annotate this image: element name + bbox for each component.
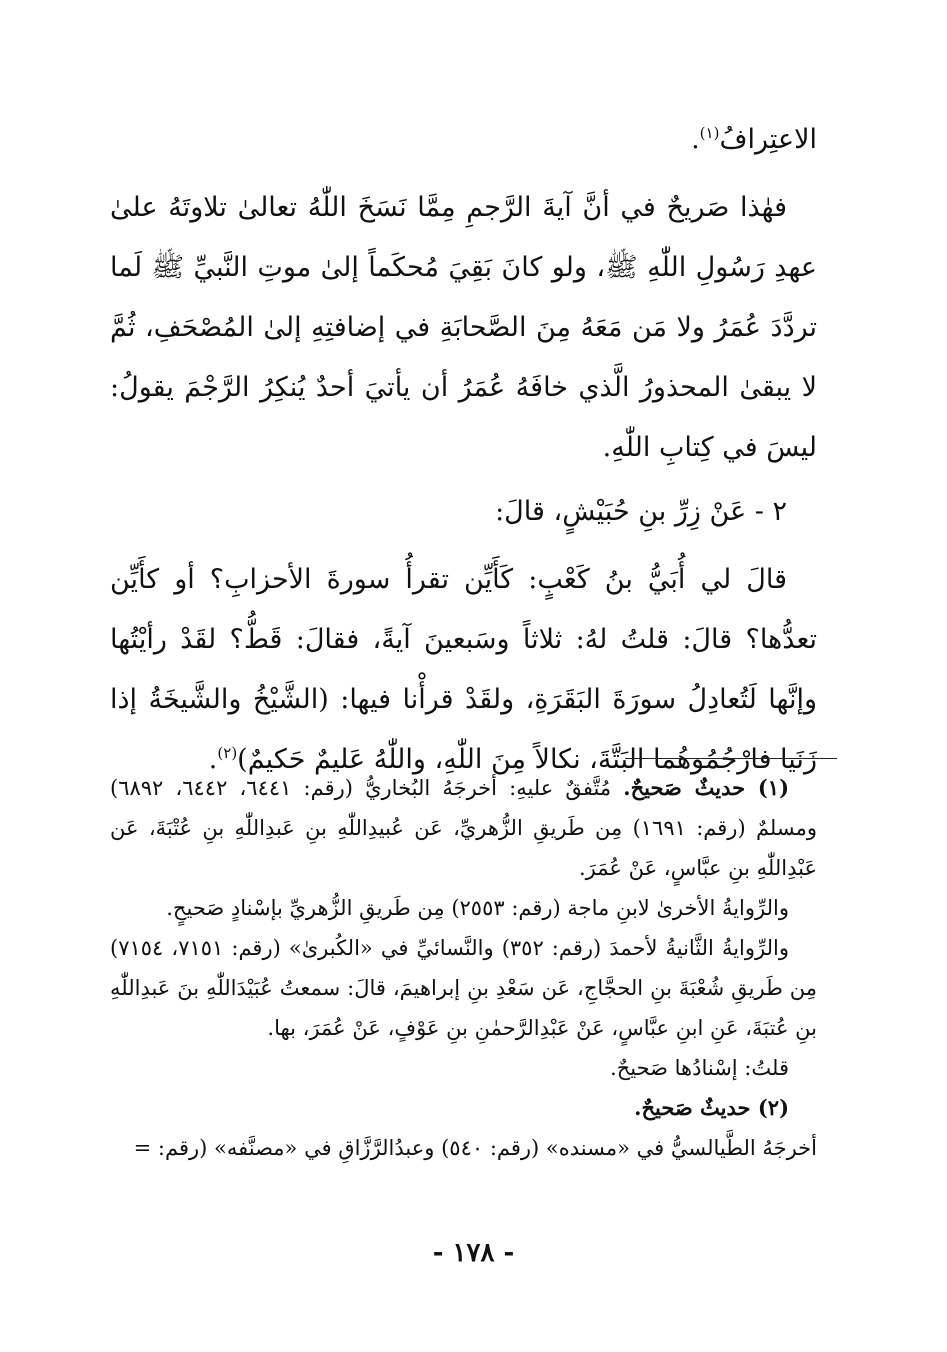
paragraph-2-text: قالَ لي أُبَيُّ بنُ كَعْبٍ: كَأَيِّن تقرأُ سورةَ الأحزابِ؟ أو كأَيِّن تعدُّها؟ قالَ: قلتُ لهُ: ثلاثاً وسَبعينَ آيةً، فقالَ: قَطُّ؟ لقَدْ رأيْتُها وإنَّها لَتُعادِلُ سورَةَ البَقَرَةِ، ولقَدْ قرأْنا فيها: (الشَّيْخُ والشَّيخَةُ إذا زَنَيا فارْجُمُوهُما البَتَّةَ، نكالاً مِنَ اللّٰهِ، واللّٰهُ عَليمٌ حَكيمٌ)	[110, 564, 817, 775]
paragraph-2	[110, 550, 817, 790]
footnote-ref-2[interactable]: (٢)	[217, 744, 238, 762]
footnote-2-text: أخرجَهُ الطَّيالسيُّ في «مسنده» (رقم: ٥٤٠) وعبدُالرَّزَّاقِ في «مصنَّفه» (رقم: =	[133, 1136, 817, 1160]
footnote-2-label: (٢) حديثٌ صَحيحٌ.	[634, 1095, 789, 1120]
paragraph-2-period: .	[208, 744, 218, 775]
footnote-1-text: مُتَّفقٌ عليهِ: أخرجَهُ البُخاريُّ (رقم: ٦٤٤١، ٦٤٤٢، ٦٨٩٢) ومسلمٌ (رقم: ١٦٩١) مِن طَريقِ الزُّهريِّ، عَن عُبيدِاللّٰهِ بنِ عَبدِاللّٰهِ بنِ عُتْبَةَ، عَن عَبْدِاللّٰهِ بنِ عبَّاسٍ، عَنْ عُمَرَ.	[110, 776, 817, 880]
main-text	[110, 110, 817, 790]
intro-text: الاعتِرافُ	[719, 124, 817, 155]
footnote-1-paragraph-3: والرِّوايةُ الثَّانيةُ لأحمدَ (رقم: ٣٥٢) والنَّسائيِّ في «الكُبرىٰ» (رقم: ٧١٥١، ٧١٥٤) مِن طَريقِ شُعْبَةَ بنِ الحجَّاجِ، عَن سَعْدِ بنِ إبراهيمَ، قالَ: سمعتُ عُبَيْدَاللّٰهِ بنَ عَبدِاللّٰهِ بنِ عُتبَةَ، عَنِ ابنِ عبَّاسٍ، عَنْ عَبْدِالرَّحمٰنِ بنِ عَوْفٍ، عَنْ عُمَرَ، بها.	[110, 936, 817, 1040]
footnote-ref-1[interactable]: (١)	[699, 124, 720, 142]
footnote-1-label: (١) حديثٌ صَحيحٌ.	[623, 775, 790, 800]
footnote-1-paragraph-2: والرِّوايةُ الأخرىٰ لابنِ ماجة (رقم: ٢٥٥٣) مِن طَريقِ الزُّهريِّ بإسْنادٍ صَحيحٍ.	[166, 896, 789, 920]
footnote-1-paragraph-4: قلتُ: إسْنادُها صَحيحٌ.	[610, 1056, 789, 1080]
intro-period: .	[691, 124, 700, 155]
footnotes	[110, 768, 817, 1168]
page-number: - ١٧٨ -	[432, 1238, 515, 1268]
intro-line	[110, 110, 817, 170]
footnote-divider	[625, 758, 837, 759]
paragraph-1: فهٰذا صَريحٌ في أنَّ آيةَ الرَّجمِ مِمَّا نَسَخَ اللّٰهُ تعالىٰ تلاوتَهُ علىٰ عهدِ رَسُولِ اللّٰهِ ﷺ، ولو كانَ بَقِيَ مُحكَماً إلىٰ موتِ النَّبيِّ ﷺ لَما تردَّدَ عُمَرُ ولا مَن مَعَهُ مِنَ الصَّحابَةِ في إضافتِهِ إلىٰ المُصْحَفِ، ثُمَّ لا يبقىٰ المحذورُ الَّذي خافَهُ عُمَرُ أن يأتيَ أحدٌ يُنكِرُ الرَّجْمَ يقولُ: ليسَ في كِتابِ اللّٰهِ.	[110, 192, 817, 463]
hadith-heading-2: ٢ - عَنْ زِرِّ بنِ حُبَيْشٍ، قالَ:	[495, 496, 787, 527]
footnote-1	[110, 768, 817, 888]
